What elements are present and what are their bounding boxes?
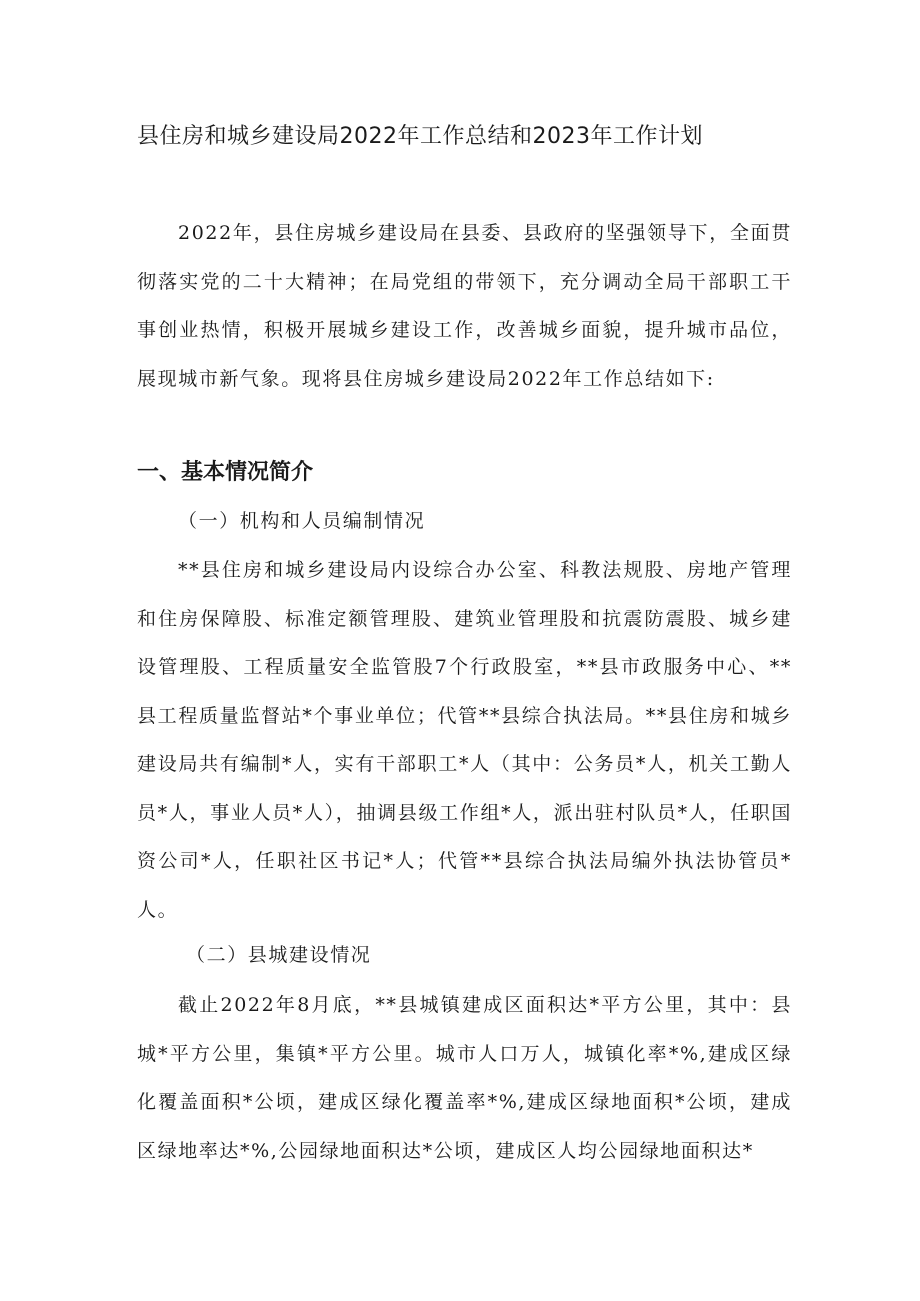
organization-paragraph: **县住房和城乡建设局内设综合办公室、科教法规股、房地产管理和住房保障股、标准定额管理股、建筑业管理股和抗震防震股、城乡建设管理股、工程质量安全监管股7个行政股室，**县市政服务中心、**县工程质量监督站*个事业单位；代管**县综合执法局。**县住房和城乡建设局共有编制*人，实有干部职工*人（其中：公务员*人，机关工勤人员*人，事业人员*人），抽调县级工作组*人，派出驻村队员*人，任职国资公司*人，任职社区书记*人；代管**县综合执法局编外执法协管员*人。 bbox=[137, 559, 792, 921]
subsection-heading-organization: （一）机构和人员编制情况 bbox=[178, 510, 426, 532]
county-construction-paragraph: 截止2022年8月底，**县城镇建成区面积达*平方公里，其中：县城*平方公里，集镇*平方公里。城市人口万人，城镇化率*%,建成区绿化覆盖面积*公顷，建成区绿化覆盖率*%,建成区绿地面积*公顷，建成区绿地率达*%,公园绿地面积达*公顷，建成区人均公园绿地面积达* bbox=[137, 994, 792, 1162]
document-title: 县住房和城乡建设局2022年工作总结和2023年工作计划 bbox=[137, 124, 703, 149]
intro-paragraph: 2022年，县住房城乡建设局在县委、县政府的坚强领导下，全面贯彻落实党的二十大精神；在局党组的带领下，充分调动全局干部职工干事创业热情，积极开展城乡建设工作，改善城乡面貌，提升城市品位，展现城市新气象。现将县住房城乡建设局2022年工作总结如下: bbox=[137, 222, 792, 390]
subsection-heading-county-construction: （二）县城建设情况 bbox=[186, 944, 372, 966]
section-heading-basic-info: 一、基本情况简介 bbox=[137, 460, 314, 485]
